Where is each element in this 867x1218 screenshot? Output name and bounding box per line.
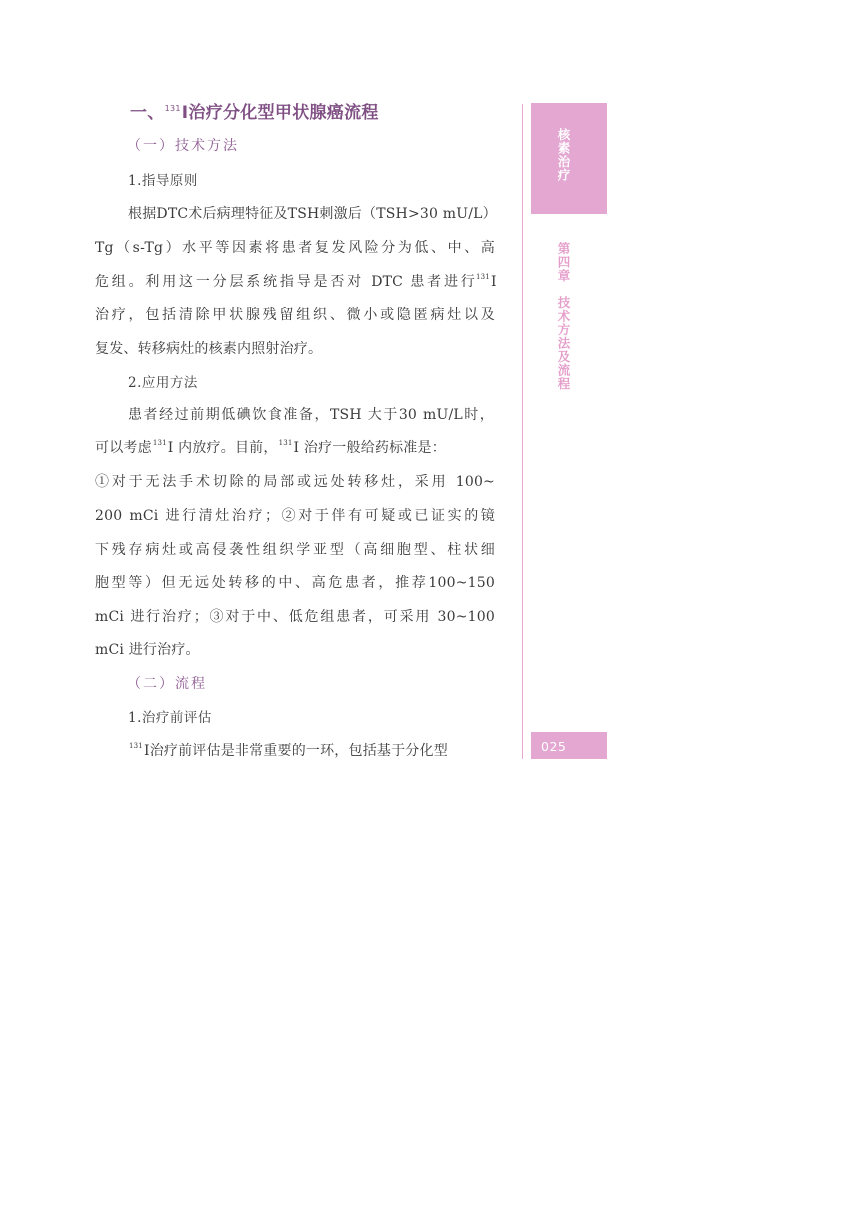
paragraph-line: 治疗，包括清除甲状腺残留组织、微小或隐匿病灶以及 — [95, 307, 495, 323]
page-number: 025 — [541, 739, 567, 754]
paragraph-line: 胞型等）但无远处转移的中、高危患者，推荐100~150 — [95, 575, 495, 591]
paragraph-line-text: 可以考虑 — [95, 440, 152, 456]
side-section-tab-label: 核素治疗 — [556, 128, 571, 182]
item-title-pretreatment-evaluation: 1.治疗前评估 — [128, 710, 212, 726]
section-title-isotope-mass: 131 — [164, 104, 181, 113]
item-title-guiding-principle: 1.指导原则 — [128, 173, 198, 189]
isotope-mass: 131 — [152, 439, 167, 447]
section-title-text: I治疗分化型甲状腺癌流程 — [181, 103, 379, 123]
section-title-prefix: 一、 — [130, 103, 165, 123]
isotope-symbol: I — [490, 274, 497, 290]
paragraph-line: 下残存病灶或高侵袭性组织学亚型（高细胞型、柱状细 — [95, 542, 495, 558]
paragraph-line-text: I治疗前评估是非常重要的一环，包括基于分化型 — [143, 743, 448, 759]
item-title-application-method: 2.应用方法 — [128, 375, 198, 391]
paragraph-line-text: I 内放疗。目前， — [167, 440, 278, 456]
isotope-mass: 131 — [476, 273, 490, 281]
paragraph-line: mCi 进行治疗；③对于中、低危组患者，可采用 30~100 — [95, 609, 495, 625]
subsection-title-technical-methods: （一）技术方法 — [127, 138, 239, 154]
paragraph-line-text: I 治疗一般给药标准是： — [293, 440, 446, 456]
paragraph-line: 复发、转移病灶的核素内照射治疗。 — [95, 341, 323, 357]
isotope-mass: 131 — [278, 439, 293, 447]
section-title — [130, 98, 379, 123]
isotope-mass: 131 — [129, 742, 143, 750]
subsection-title-procedure: （二）流程 — [127, 676, 207, 692]
paragraph-line: 200 mCi 进行清灶治疗；②对于伴有可疑或已证实的镜 — [95, 508, 495, 524]
paragraph-line: 根据DTC术后病理特征及TSH刺激后（TSH>30 mU/L） — [128, 206, 497, 222]
paragraph-line: ①对于无法手术切除的局部或远处转移灶，采用 100~ — [95, 474, 495, 490]
paragraph-line-text: 危组。利用这一分层系统指导是否对 DTC 患者进行 — [95, 274, 475, 290]
paragraph-line — [128, 740, 494, 760]
vertical-divider — [522, 104, 523, 759]
paragraph-line: 患者经过前期低碘饮食准备，TSH 大于30 mU/L时， — [128, 407, 494, 423]
paragraph-line — [95, 437, 495, 457]
paragraph-line — [95, 271, 495, 291]
paragraph-line: Tg（s-Tg）水平等因素将患者复发风险分为低、中、高 — [95, 240, 495, 256]
page-number-box — [531, 732, 607, 759]
chapter-label: 第四章 技术方法及流程 — [556, 242, 571, 391]
paragraph-line: mCi 进行治疗。 — [95, 642, 200, 658]
